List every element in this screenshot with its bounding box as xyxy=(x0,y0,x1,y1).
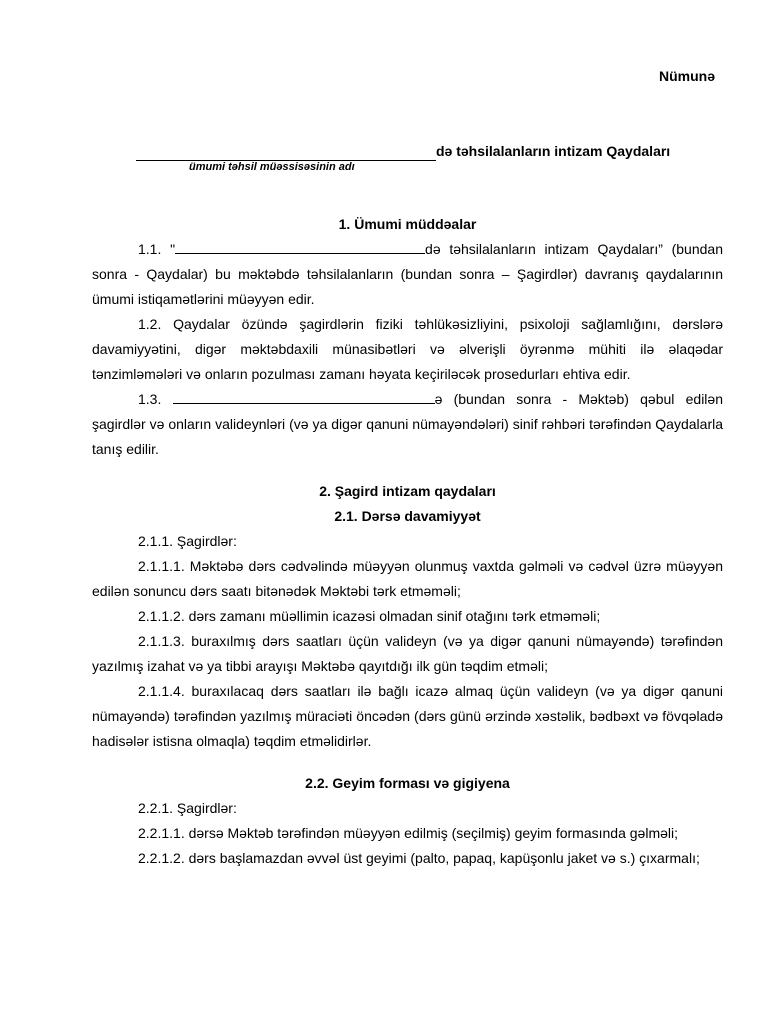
blank-line xyxy=(175,239,425,254)
section-1-heading: 1. Ümumi müddəalar xyxy=(338,216,477,232)
paragraph-1-3 xyxy=(92,387,723,462)
section-2-2-heading: 2.2. Geyim forması və gigiyena xyxy=(305,775,510,791)
sample-label: Nümunə xyxy=(659,68,715,84)
paragraph-1-3-prefix: 1.3. xyxy=(138,391,173,407)
paragraph-2-1-1-4: 2.1.1.4. buraxılacaq dərs saatları ilə bağlı icazə almaq üçün valideyn (və ya digər qanuni nümayəndə) tərəfindən yazılmış müraciəti öncədən (dərs günü ərzində xəstəlik, bədbəxt və fövqəladə hadisələr istisna olmaqla) təqdim etməlidirlər. xyxy=(92,683,723,749)
document-title xyxy=(136,143,726,161)
paragraph-2-2-1-2: 2.2.1.2. dərs başlamazdan əvvəl üst geyimi (palto, papaq, kapüşonlu jaket və s.) çıxarmalı; xyxy=(138,850,700,866)
paragraph-1-2: 1.2. Qaydalar özündə şagirdlərin fiziki təhlükəsizliyini, psixoloji sağlamlığını, dərslərə davamiyyətini, digər məktəbdaxili münasibətləri və əlverişli öyrənmə mühiti ilə əlaqədar tənzimləmələri və onların pozulması zamanı həyata keçiriləcək prosedurları ehtiva edir. xyxy=(92,316,723,382)
paragraph-2-2-1: 2.2.1. Şagirdlər: xyxy=(138,800,237,816)
school-name-caption: ümumi təhsil müəssisəsinin adı xyxy=(189,161,355,173)
blank-line xyxy=(173,389,435,404)
paragraph-2-1-1: 2.1.1. Şagirdlər: xyxy=(138,533,237,549)
paragraph-1-3-text: ə (bundan sonra - Məktəb) qəbul edilən şagirdlər və onların valideynləri (və ya digər qanuni nümayəndələri) sinif rəhbəri tərəfindən Qaydalarla tanış edilir. xyxy=(92,391,723,457)
title-text: də təhsilalanların intizam Qaydaları xyxy=(436,143,671,159)
paragraph-2-1-1-2: 2.1.1.2. dərs zamanı müəllimin icazəsi olmadan sinif otağını tərk etməməli; xyxy=(138,608,601,624)
paragraph-2-2-1-1: 2.2.1.1. dərsə Məktəb tərəfindən müəyyən edilmiş (seçilmiş) geyim formasında gəlməli; xyxy=(138,825,679,841)
paragraph-2-1-1-1: 2.1.1.1. Məktəbə dərs cədvəlində müəyyən olunmuş vaxtda gəlməli və cədvəl üzrə müəyyən edilən sonuncu dərs saatı bitənədək Məktəbi tərk etməməli; xyxy=(92,558,723,599)
document-body xyxy=(92,212,723,871)
section-2-1-heading: 2.1. Dərsə davamiyyət xyxy=(334,508,481,524)
paragraph-1-1-prefix: 1.1. " xyxy=(138,241,176,257)
section-2-heading: 2. Şagird intizam qaydaları xyxy=(319,483,496,499)
school-name-blank xyxy=(136,146,436,161)
paragraph-1-1 xyxy=(92,237,723,312)
paragraph-2-1-1-3: 2.1.1.3. buraxılmış dərs saatları üçün valideyn (və ya digər qanuni nümayəndə) tərəfindən yazılmış izahat və ya tibbi arayışı Məktəbə qayıtdığı ilk gün təqdim etməli; xyxy=(92,633,723,674)
paragraph-1-1-text: də təhsilalanların intizam Qaydaları” (bundan sonra - Qaydalar) bu məktəbdə təhsilalanların (bundan sonra – Şagirdlər) davranış qaydalarının ümumi istiqamətlərini müəyyən edir. xyxy=(92,241,723,307)
